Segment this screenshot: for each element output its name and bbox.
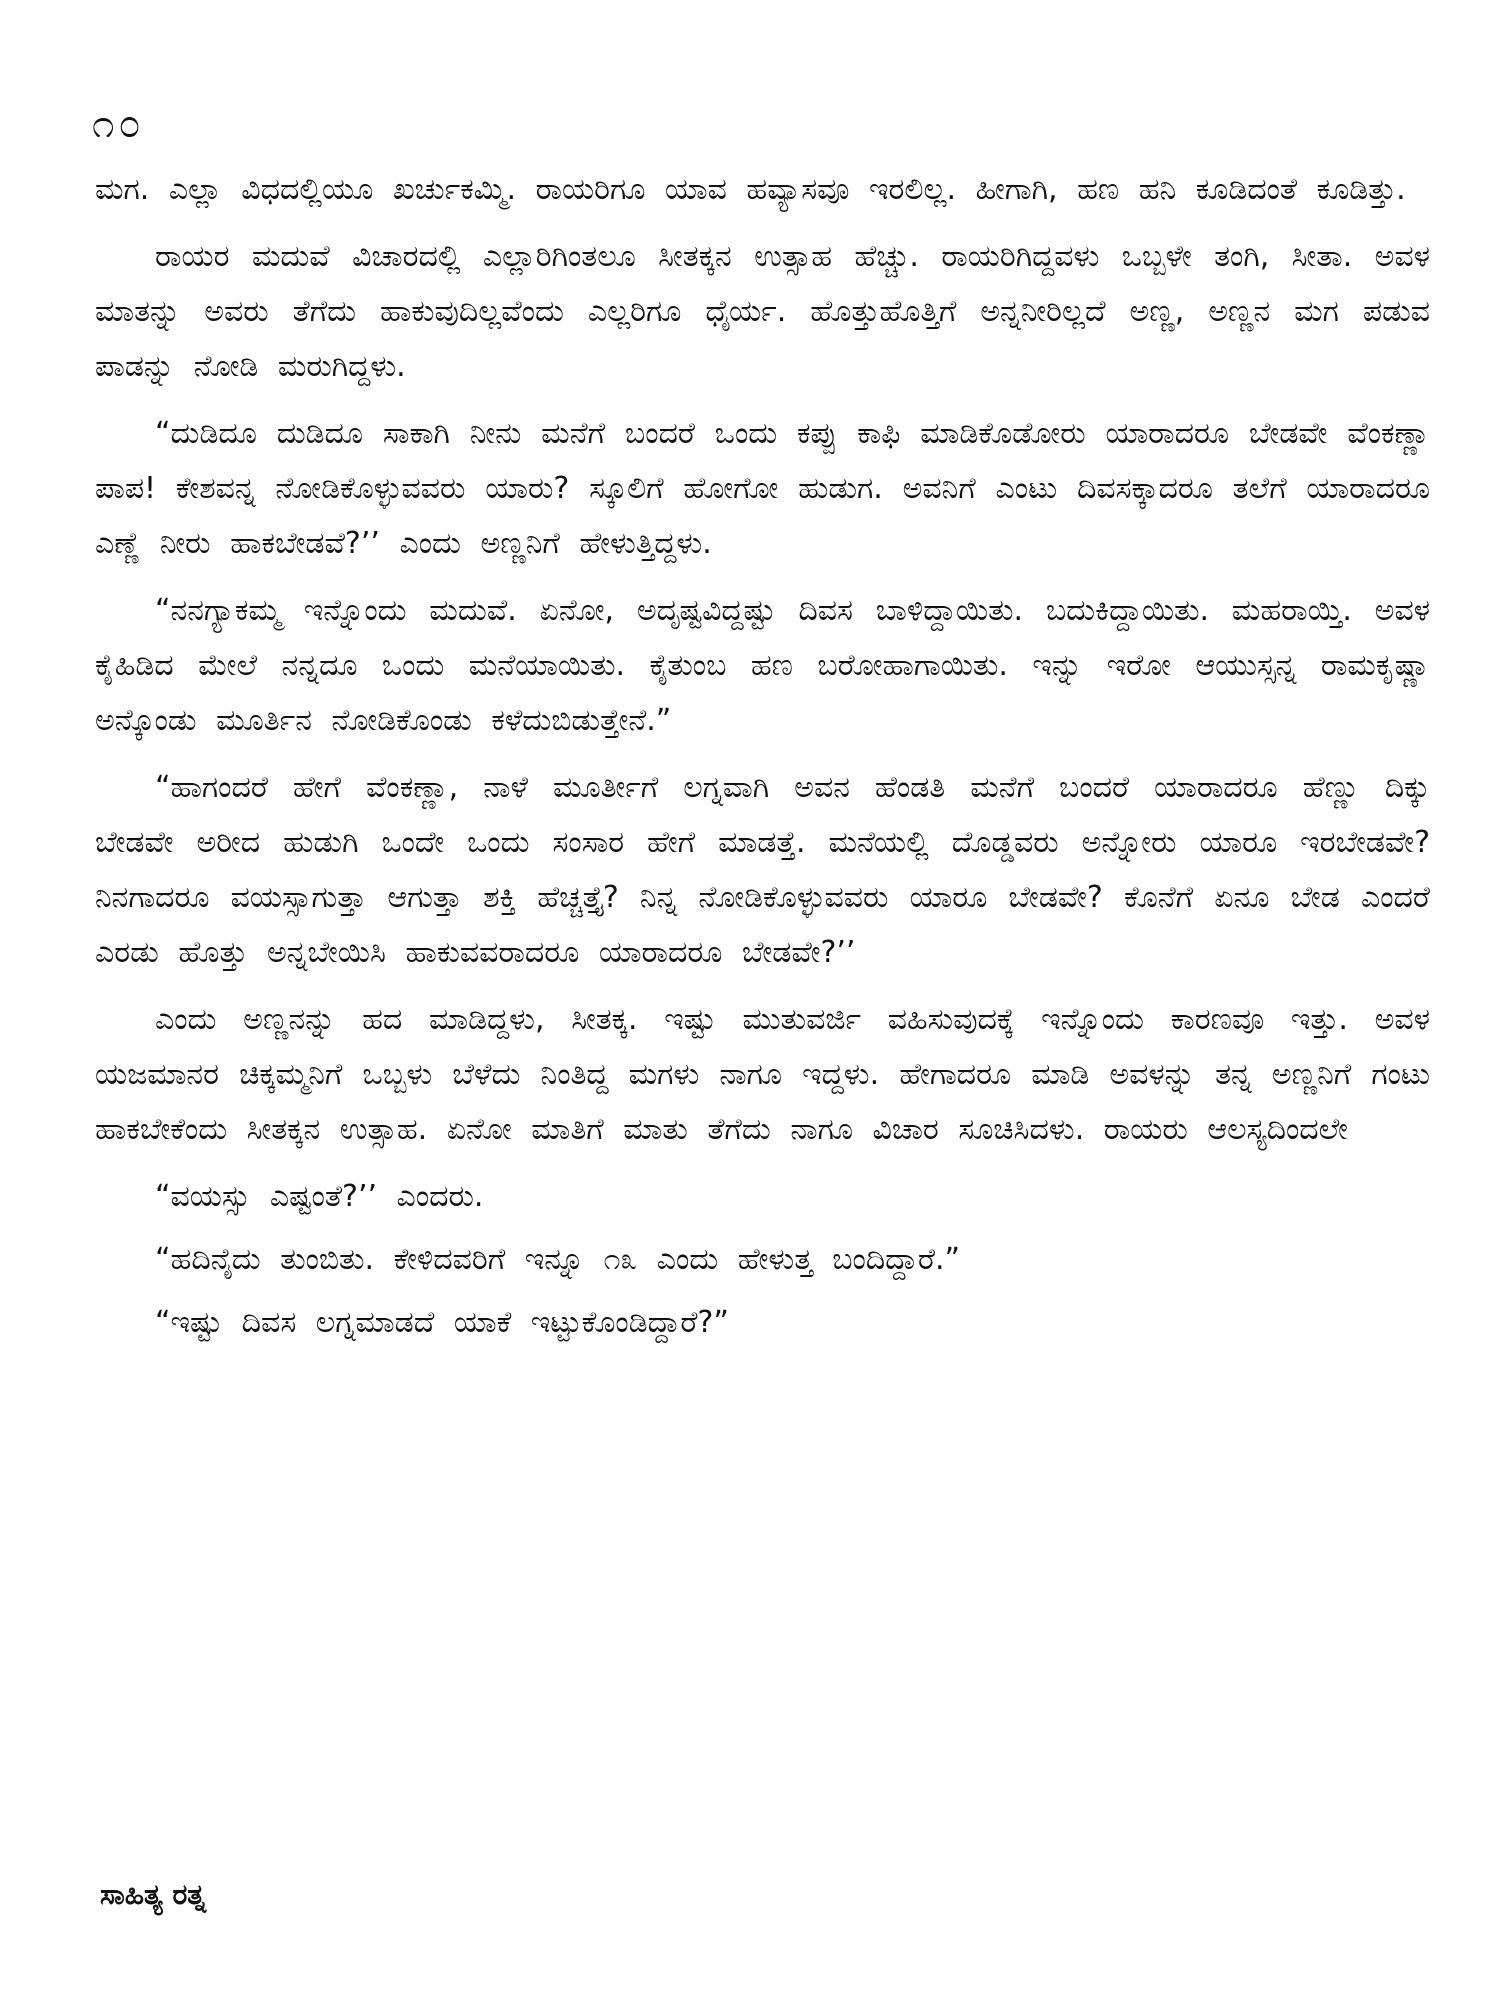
paragraph: ಎಂದು ಅಣ್ಣನನ್ನು ಹದ ಮಾಡಿದ್ದಳು, ಸೀತಕ್ಕ. ಇಷ್ಟು ಮುತುವರ್ಜಿ ವಹಿಸುವುದಕ್ಕೆ ಇನ್ನೊಂದು ಕಾರಣವೂ ಇತ್ತು. ಅವಳ ಯಜಮಾನರ ಚಿಕ್ಕಮ್ಮನಿಗೆ ಒಬ್ಬಳು ಬೆಳೆದು ನಿಂತಿದ್ದ ಮಗಳು ನಾಗೂ ಇದ್ದಳು. ಹೇಗಾದರೂ ಮಾಡಿ ಅವಳನ್ನು ತನ್ನ ಅಣ್ಣನಿಗೆ ಗಂಟು ಹಾಕಬೇಕೆಂದು ಸೀತಕ್ಕನ ಉತ್ಸಾಹ. ಏನೋ ಮಾತಿಗೆ ಮಾತು ತೆಗೆದು ನಾಗೂ ವಿಚಾರ ಸೂಚಿಸಿದಳು. ರಾಯರು ಆಲಸ್ಯದಿಂದಲೇ — [95, 1002, 1430, 1147]
footer-title: ಸಾಹಿತ್ಯ ರತ್ನ — [100, 1878, 206, 1911]
paragraph: “ದುಡಿದೂ ದುಡಿದೂ ಸಾಕಾಗಿ ನೀನು ಮನೆಗೆ ಬಂದರೆ ಒಂದು ಕಪ್ಪು ಕಾಫಿ ಮಾಡಿಕೊಡೋರು ಯಾರಾದರೂ ಬೇಡವೇ ವೆಂಕಣ್ಣಾ ಪಾಪ! ಕೇಶವನ್ನ ನೋಡಿಕೊಳ್ಳುವವರು ಯಾರು? ಸ್ಕೂಲಿಗೆ ಹೋಗೋ ಹುಡುಗ. ಅವನಿಗೆ ಎಂಟು ದಿವಸಕ್ಕಾದರೂ ತಲೆಗೆ ಯಾರಾದರೂ ಎಣ್ಣೆ ನೀರು ಹಾಕಬೇಡವೆ?’’ ಎಂದು ಅಣ್ಣನಿಗೆ ಹೇಳುತ್ತಿದ್ದಳು. — [95, 416, 1430, 561]
paragraph: “ಇಷ್ಟು ದಿವಸ ಲಗ್ನಮಾಡದೆ ಯಾಕೆ ಇಟ್ಟುಕೊಂಡಿದ್ದಾರೆ?” — [155, 1305, 729, 1340]
paragraph: “ವಯಸ್ಸು ಎಷ್ಟಂತೆ?’’ ಎಂದರು. — [155, 1179, 484, 1214]
page-number: ೧೦ — [92, 101, 145, 147]
body-text — [95, 162, 1430, 1358]
paragraph: “ನನಗ್ಯಾಕಮ್ಮ ಇನ್ನೊಂದು ಮದುವೆ. ಏನೋ, ಅದೃಷ್ಟವಿದ್ದಷ್ಟು ದಿವಸ ಬಾಳಿದ್ದಾಯಿತು. ಬದುಕಿದ್ದಾಯಿತು. ಮಹರಾಯ್ತಿ. ಅವಳ ಕೈಹಿಡಿದ ಮೇಲೆ ನನ್ನದೂ ಒಂದು ಮನೆಯಾಯಿತು. ಕೈತುಂಬ ಹಣ ಬರೋಹಾಗಾಯಿತು. ಇನ್ನು ಇರೋ ಆಯುಸ್ಸನ್ನ ರಾಮಕೃಷ್ಣಾ ಅನ್ಕೊಂಡು ಮೂರ್ತಿನ ನೋಡಿಕೊಂಡು ಕಳೆದುಬಿಡುತ್ತೇನೆ.” — [95, 593, 1430, 738]
paragraph: “ಹದಿನೈದು ತುಂಬಿತು. ಕೇಳಿದವರಿಗೆ ಇನ್ನೂ ೧೩ ಎಂದು ಹೇಳುತ್ತ ಬಂದಿದ್ದಾರೆ.” — [155, 1242, 961, 1277]
paragraph: ಮಗ. ಎಲ್ಲಾ ವಿಧದಲ್ಲಿಯೂ ಖರ್ಚುಕಮ್ಮಿ. ರಾಯರಿಗೂ ಯಾವ ಹವ್ಯಾಸವೂ ಇರಲಿಲ್ಲ. ಹೀಗಾಗಿ, ಹಣ ಹನಿ ಕೂಡಿದಂತೆ ಕೂಡಿತ್ತು. — [95, 172, 1406, 207]
paragraph: ರಾಯರ ಮದುವೆ ವಿಚಾರದಲ್ಲಿ ಎಲ್ಲಾರಿಗಿಂತಲೂ ಸೀತಕ್ಕನ ಉತ್ಸಾಹ ಹೆಚ್ಚು. ರಾಯರಿಗಿದ್ದವಳು ಒಬ್ಬಳೇ ತಂಗಿ, ಸೀತಾ. ಅವಳ ಮಾತನ್ನು ಅವರು ತೆಗೆದು ಹಾಕುವುದಿಲ್ಲವೆಂದು ಎಲ್ಲರಿಗೂ ಧೈರ್ಯ. ಹೊತ್ತುಹೊತ್ತಿಗೆ ಅನ್ನನೀರಿಲ್ಲದೆ ಅಣ್ಣ, ಅಣ್ಣನ ಮಗ ಪಡುವ ಪಾಡನ್ನು ನೋಡಿ ಮರುಗಿದ್ದಳು. — [95, 239, 1430, 384]
paragraph: “ಹಾಗಂದರೆ ಹೇಗೆ ವೆಂಕಣ್ಣಾ, ನಾಳೆ ಮೂರ್ತೀಗೆ ಲಗ್ನವಾಗಿ ಅವನ ಹೆಂಡತಿ ಮನೆಗೆ ಬಂದರೆ ಯಾರಾದರೂ ಹೆಣ್ಣು ದಿಕ್ಕು ಬೇಡವೇ ಅರೀದ ಹುಡುಗಿ ಒಂದೇ ಒಂದು ಸಂಸಾರ ಹೇಗೆ ಮಾಡತ್ತೆ. ಮನೆಯಲ್ಲಿ ದೊಡ್ಡವರು ಅನ್ನೋರು ಯಾರೂ ಇರಬೇಡವೇ? ನಿನಗಾದರೂ ವಯಸ್ಸಾಗುತ್ತಾ ಆಗುತ್ತಾ ಶಕ್ತಿ ಹೆಚ್ಚತ್ತೈ? ನಿನ್ನ ನೋಡಿಕೊಳ್ಳುವವರು ಯಾರೂ ಬೇಡವೇ? ಕೊನೆಗೆ ಏನೂ ಬೇಡ ಎಂದರೆ ಎರಡು ಹೊತ್ತು ಅನ್ನಬೇಯಿಸಿ ಹಾಕುವವರಾದರೂ ಯಾರಾದರೂ ಬೇಡವೇ?’’ — [95, 770, 1430, 970]
